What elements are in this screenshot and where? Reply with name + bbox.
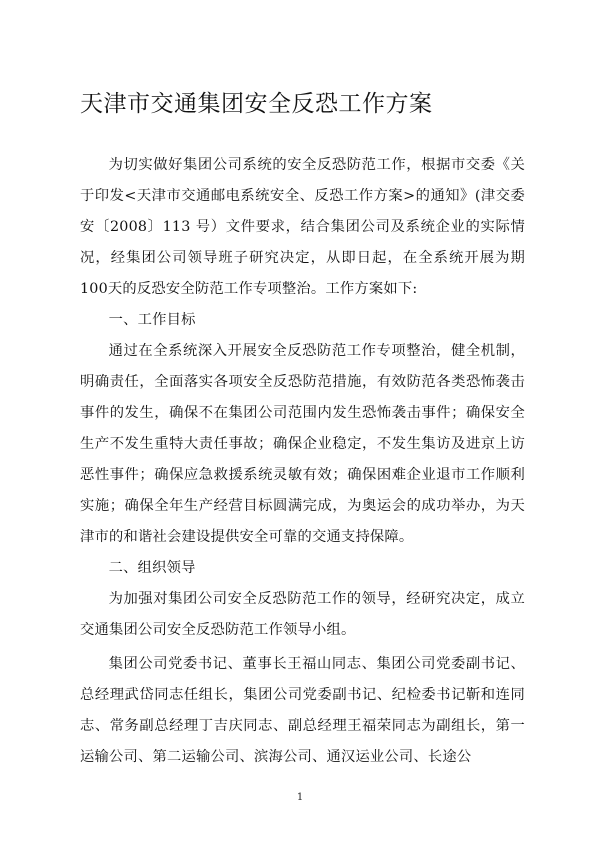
section-heading-organization: 二、组织领导 <box>108 560 196 576</box>
goals-paragraph: 通过在全系统深入开展安全反恐防范工作专项整治，健全机制，明确责任，全面落实各项安全反恐防范措施，有效防范各类恐怖袭击事件的发生，确保不在集团公司范围内发生恐怖袭击事件；确保安全生产不发生重特大责任事故；确保企业稳定，不发生集访及进京上访恶性事件；确保应急救援系统灵敏有效；确保困难企业退市工作顺利实施；确保全年生产经营目标圆满完成，为奥运会的成功举办，为天津市的和谐社会建设提供安全可靠的交通支持保障。 <box>80 343 525 545</box>
intro-paragraph: 为切实做好集团公司系统的安全反恐防范工作，根据市交委《关于印发<天津市交通邮电系统安全、反恐工作方案>的通知》(津交委安〔2008〕113 号）文件要求，结合集团公司及系统企业的实际情况，经集团公司领导班子研究决定，从即日起，在全系统开展为期100天的反恐安全防范工作专项整治。工作方案如下: <box>80 157 525 297</box>
leadership-paragraph: 集团公司党委书记、董事长王福山同志、集团公司党委副书记、总经理武岱同志任组长，集团公司党委副书记、纪检委书记靳和连同志、常务副总经理丁吉庆同志、副总经理王福荣同志为副组长，第一运输公司、第二运输公司、滨海公司、通汉运业公司、长途公 <box>80 656 525 765</box>
organization-paragraph: 为加强对集团公司安全反恐防范工作的领导，经研究决定，成立交通集团公司安全反恐防范工作领导小组。 <box>80 591 525 638</box>
page-number: 1 <box>296 792 304 803</box>
document-title: 天津市交通集团安全反恐工作方案 <box>80 91 433 117</box>
section-heading-goals: 一、工作目标 <box>108 312 196 328</box>
document-body <box>80 150 525 773</box>
